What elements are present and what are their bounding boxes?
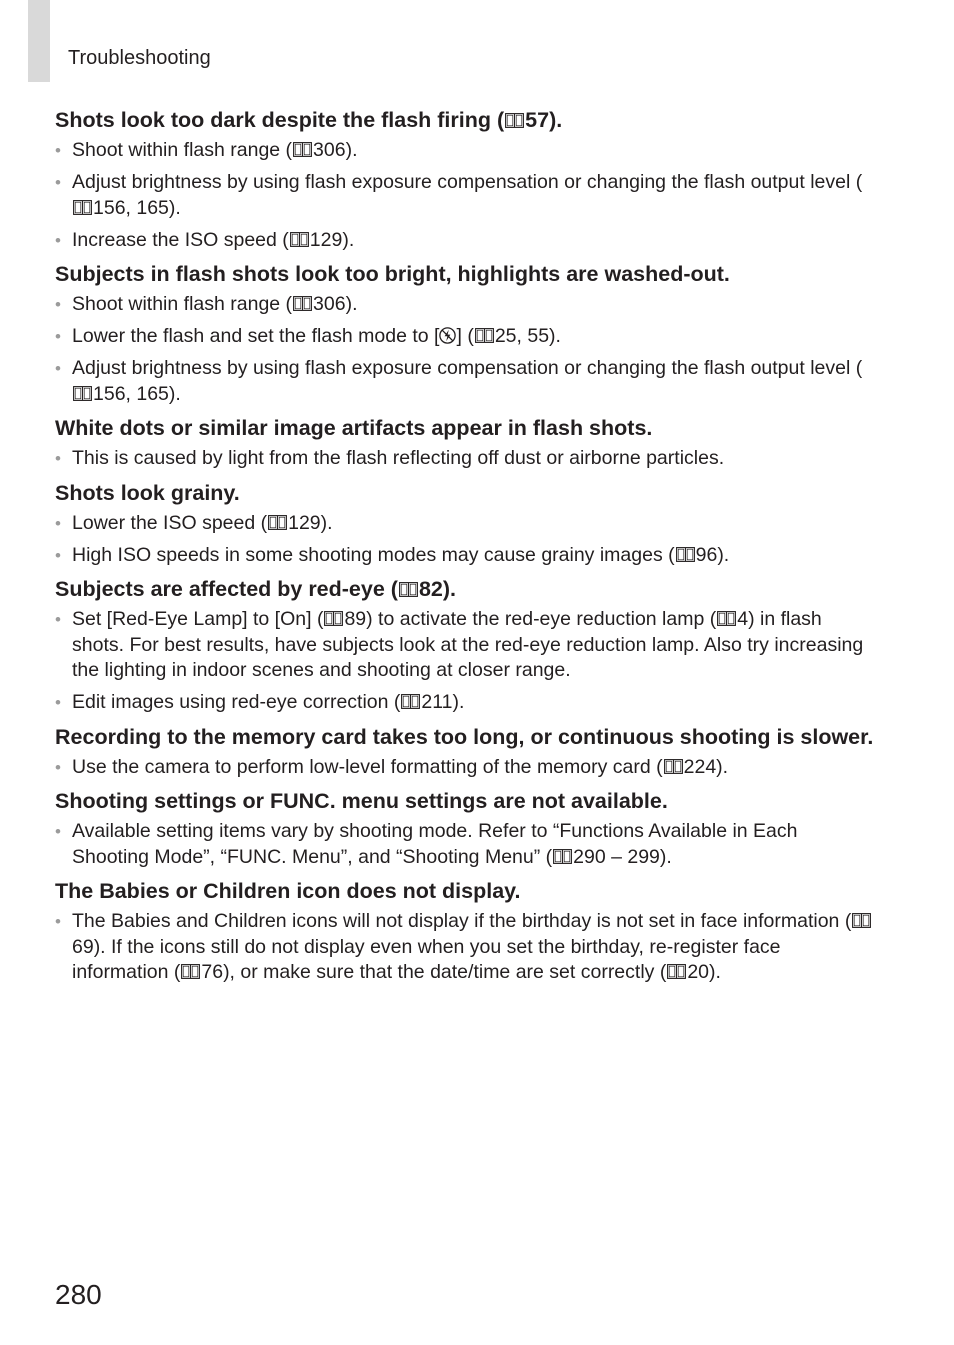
section-heading <box>55 261 875 288</box>
book-icon <box>73 200 92 215</box>
page-number: 280 <box>55 1279 102 1310</box>
text-run: This is caused by light from the flash reflecting off dust or airborne particles. <box>72 447 725 469</box>
text-run: 25, 55). <box>494 325 561 347</box>
book-icon <box>293 296 312 311</box>
list-item <box>55 170 875 221</box>
text-run: 4) in flash shots. For best results, have subjects look at the red-eye reduction lamp. Also try increasing the lighting in indoor scenes and shooting at closer range. <box>72 608 864 681</box>
text-run: White dots or similar image artifacts appear in flash shots. <box>55 416 653 440</box>
book-icon <box>852 913 871 928</box>
bullet-list <box>55 819 875 870</box>
book-icon <box>290 232 309 247</box>
troubleshooting-section <box>55 576 875 716</box>
text-run: 69). If the icons still do not display even when you set the birthday, re-register face information ( <box>72 935 781 983</box>
text-run: Lower the flash and set the flash mode to [ <box>72 325 440 347</box>
troubleshooting-section <box>55 415 875 472</box>
text-run: 57). <box>525 108 563 132</box>
text-run: ] ( <box>456 325 474 347</box>
bullet-list <box>55 292 875 407</box>
section-heading <box>55 415 875 442</box>
text-run: Adjust brightness by using flash exposure compensation or changing the flash output level ( <box>72 357 863 379</box>
list-item <box>55 607 875 684</box>
text-run: Lower the ISO speed ( <box>72 511 268 534</box>
text-run: The Babies and Children icons will not display if the birthday is not set in face information ( <box>72 910 852 932</box>
troubleshooting-section <box>55 788 875 870</box>
text-run: 224). <box>683 755 729 778</box>
list-item <box>55 755 875 781</box>
section-tab-marker <box>28 0 50 82</box>
list-item <box>55 819 875 870</box>
bullet-list <box>55 607 875 716</box>
text-run: 20). <box>687 961 721 983</box>
text-run: Shooting settings or FUNC. menu settings are not available. <box>55 789 668 813</box>
troubleshooting-section <box>55 724 875 781</box>
text-run: Available setting items vary by shooting mode. Refer to “Functions Available in Each Shooting Mode”, “FUNC. Menu”, and “Shooting Menu” ( <box>72 820 798 868</box>
text-run: The Babies or Children icon does not display. <box>55 879 521 903</box>
list-item <box>55 292 875 318</box>
troubleshooting-section <box>55 878 875 986</box>
book-icon <box>667 964 686 979</box>
text-run: Shots look too dark despite the flash firing ( <box>55 108 505 132</box>
section-heading <box>55 107 875 134</box>
book-icon <box>401 694 420 709</box>
book-icon <box>73 386 92 401</box>
text-run: Edit images using red-eye correction ( <box>72 691 401 713</box>
text-run: 156, 165). <box>93 196 181 219</box>
text-run: 76), or make sure that the date/time are set correctly ( <box>201 961 667 983</box>
text-run: 211). <box>421 691 465 713</box>
list-item <box>55 511 875 537</box>
text-run: 82). <box>418 577 457 601</box>
text-run: Subjects are affected by red-eye ( <box>55 577 398 601</box>
troubleshooting-content <box>55 107 875 994</box>
bullet-list <box>55 755 875 781</box>
text-run: Shoot within flash range ( <box>72 139 293 161</box>
bullet-list <box>55 446 875 472</box>
section-header: Troubleshooting <box>68 47 211 69</box>
list-item <box>55 690 875 716</box>
book-icon <box>268 515 287 530</box>
book-icon <box>181 964 200 979</box>
section-heading <box>55 788 875 815</box>
text-run: 96). <box>695 543 730 566</box>
list-item <box>55 356 875 407</box>
text-run: Shots look grainy. <box>55 480 240 505</box>
book-icon <box>399 582 418 597</box>
book-icon <box>324 611 343 626</box>
list-item <box>55 228 875 254</box>
text-run: High ISO speeds in some shooting modes may cause grainy images ( <box>72 543 675 566</box>
list-item <box>55 138 875 164</box>
text-run: Use the camera to perform low-level formatting of the memory card ( <box>72 755 663 778</box>
book-icon <box>676 547 695 562</box>
text-run: 306). <box>313 139 358 161</box>
bullet-list <box>55 909 875 986</box>
section-heading <box>55 724 875 751</box>
text-run: 89) to activate the red-eye reduction lamp ( <box>344 608 717 630</box>
text-run: Shoot within flash range ( <box>72 293 293 315</box>
section-heading <box>55 878 875 905</box>
flash-off-icon <box>439 326 456 343</box>
book-icon <box>664 759 683 774</box>
troubleshooting-section <box>55 261 875 407</box>
troubleshooting-section <box>55 480 875 569</box>
text-run: Recording to the memory card takes too long, or continuous shooting is slower. <box>55 724 874 749</box>
text-run: Adjust brightness by using flash exposure compensation or changing the flash output level ( <box>72 171 863 193</box>
text-run: 129). <box>288 511 333 534</box>
text-run: Set [Red-Eye Lamp] to [On] ( <box>72 608 324 630</box>
section-heading <box>55 576 875 603</box>
bullet-list <box>55 138 875 253</box>
text-run: 129). <box>309 228 355 251</box>
text-run: Increase the ISO speed ( <box>72 228 289 251</box>
list-item <box>55 324 875 350</box>
troubleshooting-section <box>55 107 875 253</box>
book-icon <box>293 142 312 157</box>
book-icon <box>717 611 736 626</box>
list-item <box>55 543 875 569</box>
list-item <box>55 446 875 472</box>
bullet-list <box>55 511 875 569</box>
book-icon <box>475 328 494 343</box>
section-heading <box>55 480 875 507</box>
text-run: 156, 165). <box>93 382 181 405</box>
text-run: 306). <box>313 293 358 315</box>
text-run: Subjects in flash shots look too bright, highlights are washed-out. <box>55 262 730 286</box>
book-icon <box>505 113 524 128</box>
list-item <box>55 909 875 986</box>
text-run: 290 – 299). <box>573 845 672 868</box>
book-icon <box>553 849 572 864</box>
